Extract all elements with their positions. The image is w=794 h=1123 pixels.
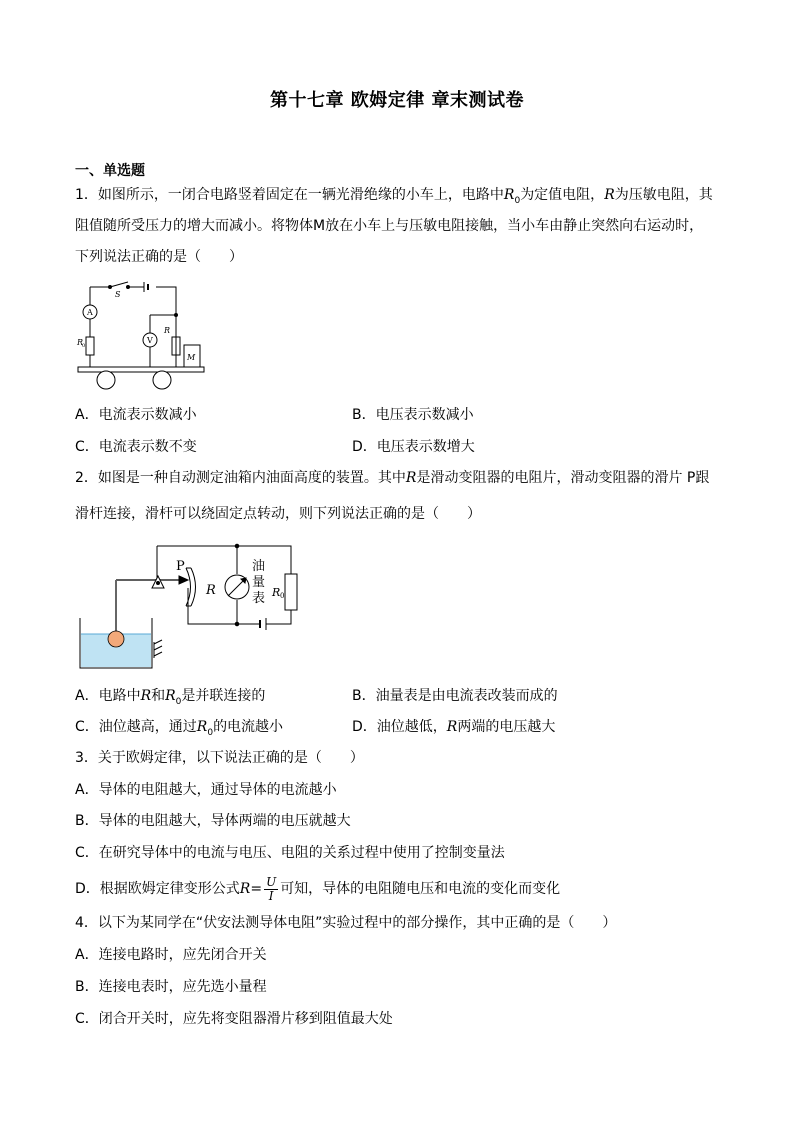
- q1-stem-line1: [75, 185, 713, 211]
- q2-text: 是滑动变阻器的电阻片，滑动变阻器的滑片 P跟: [416, 470, 710, 486]
- q2-option-a-text: A．电路中: [75, 688, 141, 704]
- q3-formula-r: R: [239, 881, 251, 897]
- q1-option-d[interactable]: D．电压表示数增大: [352, 439, 475, 455]
- q3-formula-denominator: I: [268, 888, 274, 903]
- q2-stem-line2: 滑杆连接，滑杆可以绕固定点转动，则下列说法正确的是（ ）: [75, 506, 481, 522]
- q2-option-d-text: D．油位越低，: [352, 719, 447, 735]
- q2-option-a[interactable]: [75, 686, 265, 712]
- section-heading: 一、单选题: [75, 163, 145, 179]
- q2-option-c-text: 的电流越小: [213, 719, 284, 735]
- q3-formula-equals: =: [250, 881, 263, 897]
- q4-option-b[interactable]: B．连接电表时，应先选小量程: [75, 979, 267, 995]
- q3-option-d-text: D．根据欧姆定律变形公式: [75, 881, 240, 897]
- q1-circuit-figure: [76, 279, 206, 391]
- q3-option-d[interactable]: [75, 875, 560, 903]
- q3-option-a[interactable]: A．导体的电阻越大，通过导体的电流越小: [75, 782, 337, 798]
- q2-option-d-text: 两端的电压越大: [457, 719, 556, 735]
- q2-stem-line1: [75, 468, 709, 488]
- q2-option-b[interactable]: B．油量表是由电流表改装而成的: [352, 688, 558, 704]
- q3-option-c[interactable]: C．在研究导体中的电流与电压、电阻的关系过程中使用了控制变量法: [75, 845, 505, 861]
- q2-fig-gauge-char3: 表: [252, 591, 266, 606]
- q1-r0-subscript: 0: [514, 195, 521, 206]
- q1-fig-switch-label: S: [115, 290, 121, 299]
- q1-fig-voltmeter-label: V: [147, 336, 153, 345]
- q1-stem-line3: 下列说法正确的是（ ）: [75, 249, 243, 265]
- q2-fig-r0-label: R: [272, 586, 281, 599]
- q1-fig-r0-label: R: [77, 338, 84, 347]
- q4-option-c[interactable]: C．闭合开关时，应先将变阻器滑片移到阻值最大处: [75, 1011, 393, 1027]
- q1-text: 1．如图所示，一闭合电路竖着固定在一辆光滑绝缘的小车上，电路中: [75, 187, 504, 203]
- q1-text: 为定值电阻，: [520, 187, 605, 203]
- q1-option-b[interactable]: B．电压表示数减小: [352, 407, 474, 423]
- q3-formula-numerator: U: [266, 874, 277, 889]
- q1-option-a[interactable]: A．电流表示数减小: [75, 407, 197, 423]
- q1-r-symbol: R: [604, 187, 615, 203]
- q2-fig-gauge-char2: 量: [252, 575, 266, 590]
- q2-option-a-text: 是并联连接的: [181, 688, 266, 704]
- q2-option-c-r0: R: [196, 719, 208, 735]
- q2-option-d-r: R: [446, 719, 458, 735]
- q2-option-a-r0: R: [165, 688, 176, 704]
- q2-option-a-r: R: [140, 688, 152, 704]
- q2-option-c-r0-sub: 0: [207, 727, 214, 738]
- q1-option-c[interactable]: C．电流表示数不变: [75, 439, 197, 455]
- q1-stem-line2: 阻值随所受压力的增大而减小。将物体M放在小车上与压敏电阻接触，当小车由静止突然向右运动时，: [75, 218, 704, 234]
- q3-option-b[interactable]: B．导体的电阻越大，导体两端的电压就越大: [75, 813, 351, 829]
- q2-oil-gauge-figure: [76, 538, 306, 672]
- q2-r-symbol: R: [405, 470, 417, 486]
- q2-option-a-r0-sub: 0: [175, 696, 182, 707]
- page-title: 第十七章 欧姆定律 章末测试卷: [269, 90, 525, 111]
- q2-option-d[interactable]: [352, 717, 555, 737]
- q3-formula-fraction: [264, 876, 278, 903]
- q2-option-c[interactable]: [75, 717, 283, 743]
- q2-fig-gauge-char1: 油: [252, 559, 266, 574]
- q1-fig-ammeter-label: A: [87, 308, 93, 317]
- q1-r0-symbol: R: [503, 187, 515, 203]
- q4-stem: 4．以下为某同学在“伏安法测导体电阻”实验过程中的部分操作，其中正确的是（ ）: [75, 915, 617, 931]
- q4-option-a[interactable]: A．连接电路时，应先闭合开关: [75, 947, 267, 963]
- q1-fig-r-label: R: [164, 326, 171, 335]
- q2-fig-p-label: P: [176, 559, 185, 574]
- q2-fig-r-label: R: [206, 583, 216, 598]
- q2-text: 2．如图是一种自动测定油箱内油面高度的装置。其中: [75, 470, 406, 486]
- q1-fig-r0-sub: 0: [82, 343, 86, 349]
- q3-option-d-text: 可知，导体的电阻随电压和电流的变化而变化: [280, 881, 561, 897]
- q2-option-a-text: 和: [151, 688, 166, 704]
- q2-option-c-text: C．油位越高，通过: [75, 719, 197, 735]
- q1-text: 为压敏电阻，其: [614, 187, 713, 203]
- q1-fig-block-label: M: [187, 353, 196, 362]
- q2-fig-r0-sub: 0: [280, 592, 285, 600]
- q3-stem: 3．关于欧姆定律，以下说法正确的是（ ）: [75, 750, 364, 766]
